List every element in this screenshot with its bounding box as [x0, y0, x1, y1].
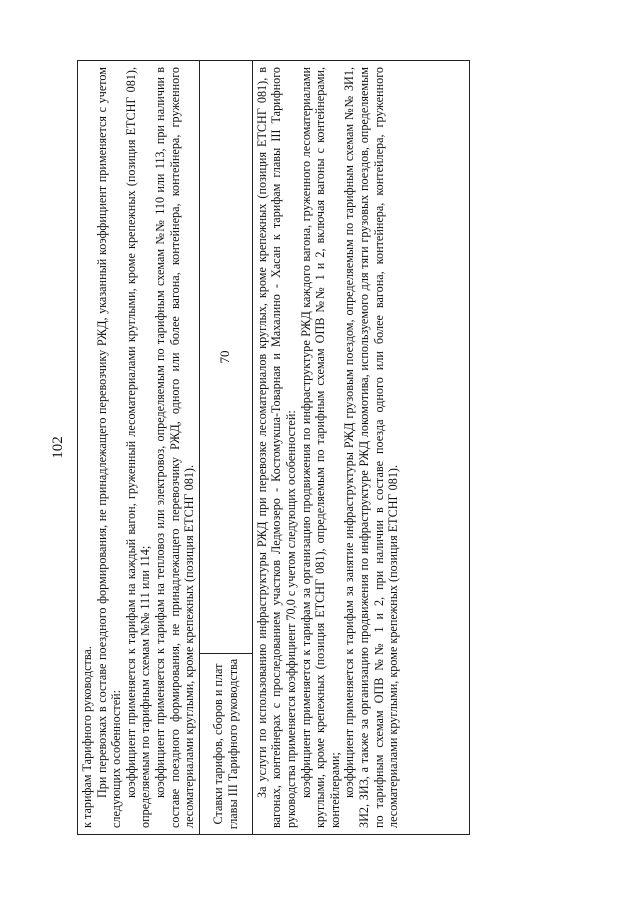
rates-row [199, 61, 253, 834]
top-text-block [78, 61, 199, 834]
page-number: 102 [50, 436, 66, 459]
bottom-text-block [253, 61, 403, 834]
paragraph-continuation: к тарифам Тарифного руководства. [80, 646, 94, 828]
rates-label: Ставки тарифов, сборов и плат главы III Тарифного руководства [200, 653, 252, 834]
paragraph-locomotive-coefficient: коэффициент применяется к тарифам на тепловоз или электровоз, определяемым по тарифным схемам №№ 110 или 113, при наличии в составе поездного формирования, не принадлежащего перевозчику РЖД, одного или более вагона, контейнера, контейнера, груженного лесоматериалами круглыми, кроме крепежных (позиция ЕТСНГ 081). [152, 67, 197, 828]
rotated-document-page [50, 60, 470, 835]
paragraph-wagon-coefficient: коэффициент применяется к тарифам на каждый вагон, груженный лесоматериалами круглыми, кроме крепежных (позиция ЕТСНГ 081), определяемым по тарифным схемам №№ 111 или 114; [123, 67, 153, 828]
rates-value: 70 [217, 350, 233, 364]
paragraph-wagon-movement: коэффициент применяется к тарифам за организацию продвижения по инфраструктуре РЖД каждого вагона, груженного лесоматериалами круглыми, кроме крепежных (позиция ЕТСНГ 081), определяемым по тарифным схемам ОПВ №№ 1 и 2, включая вагоны с контейнерами, контейлерами; [298, 67, 342, 828]
paragraph-infrastructure-services: За услуги по использованию инфраструктуры РЖД при перевозке лесоматериалов круглых, кроме крепежных (позиция ЕТСНГ 081), в вагонах, контейнерах с проследованием участков Ледмозеро - Костомукша-Товарная и Махалино - Хасан к тарифам главы III Тарифного руководства применяется коэффициент 70,0 с учетом следующих особенностей: [254, 67, 298, 828]
paragraph-train-occupation: коэффициент применяется к тарифам за занятие инфраструктуры РЖД грузовым поездом, определяемым по тарифным схемам №№ ЗИ1, ЗИ2, ЗИ3, а также за организацию продвижения по инфраструктуре РЖД локомотива, используемого для тяги грузовых поездов, определяемым по тарифным схемам ОПВ №№ 1 и 2, при наличии в составе поезда одного или более вагона, контейнера, контейлера, груженного лесоматериалами круглыми, кроме крепежных (позиция ЕТСНГ 081). [342, 67, 401, 828]
paragraph-train-formation: При перевозках в составе поездного формирования, не принадлежащего перевозчику РЖД, указанный коэффициент применяется с учетом следующих особенностей: [94, 67, 124, 828]
tariff-table [77, 60, 470, 835]
